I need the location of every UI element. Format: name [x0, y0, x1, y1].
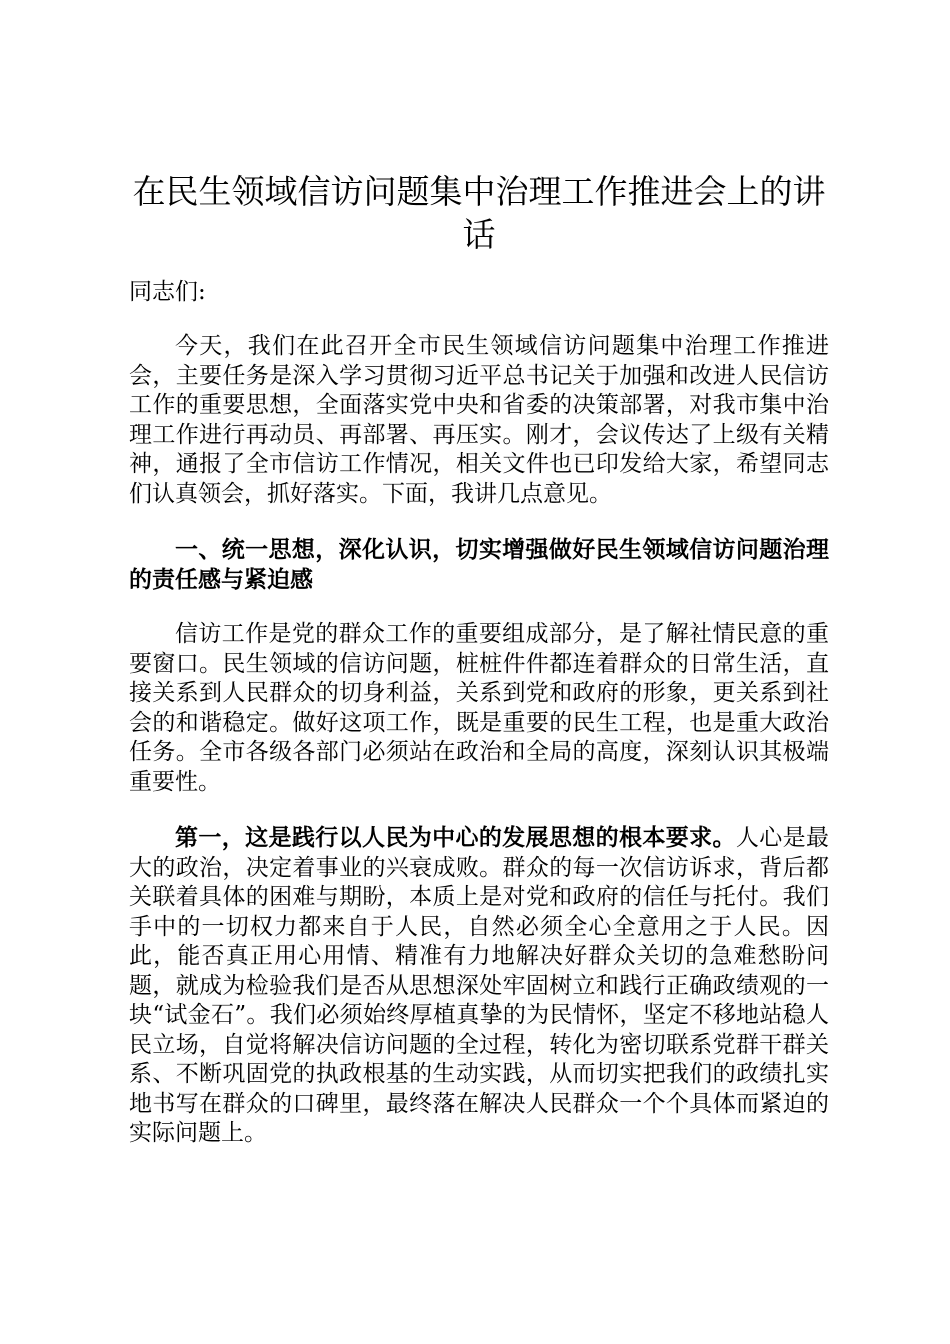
document-page — [129, 170, 829, 1175]
document-title: 在民生领域信访问题集中治理工作推进会上的讲话 — [132, 172, 826, 254]
greeting: 同志们: — [129, 279, 206, 305]
intro-paragraph: 今天，我们在此召开全市民生领域信访问题集中治理工作推进会，主要任务是深入学习贯彻习近平总书记关于加强和改进人民信访工作的重要思想，全面落实党中央和省委的决策部署，对我市集中治理工作进行再动员、再部署、再压实。刚才，会议传达了上级有关精神，通报了全市信访工作情况，相关文件也已印发给大家，希望同志们认真领会，抓好落实。下面，我讲几点意见。 — [129, 333, 829, 507]
section-1-paragraph: 信访工作是党的群众工作的重要组成部分，是了解社情民意的重要窗口。民生领域的信访问题，桩桩件件都连着群众的日常生活，直接关系到人民群众的切身利益，关系到党和政府的形象，更关系到社会的和谐稳定。做好这项工作，既是重要的民生工程，也是重大政治任务。全市各级各部门必须站在政治和全局的高度，深刻认识其极端重要性。 — [129, 621, 829, 795]
point-1-body: 人心是最大的政治，决定着事业的兴衰成败。群众的每一次信访诉求，背后都关联着具体的困难与期盼，本质上是对党和政府的信任与托付。我们手中的一切权力都来自于人民，自然必须全心全意用之于人民。因此，能否真正用心用情、精准有力地解决好群众关切的急难愁盼问题，就成为检验我们是否从思想深处牢固树立和践行正确政绩观的一块“试金石”。我们必须始终厚植真挚的为民情怀，坚定不移地站稳人民立场，自觉将解决信访问题的全过程，转化为密切联系党群干群关系、不断巩固党的执政根基的生动实践，从而切实把我们的政绩扎实地书写在群众的口碑里，最终落在解决人民群众一个个具体而紧迫的实际问题上。 — [129, 825, 830, 1146]
point-1-paragraph — [129, 823, 829, 1149]
section-1-heading: 一、统一思想，深化认识，切实增强做好民生领域信访问题治理的责任感与紧迫感 — [129, 536, 829, 593]
point-1-lead: 第一，这是践行以人民为中心的发展思想的根本要求。 — [175, 824, 736, 851]
